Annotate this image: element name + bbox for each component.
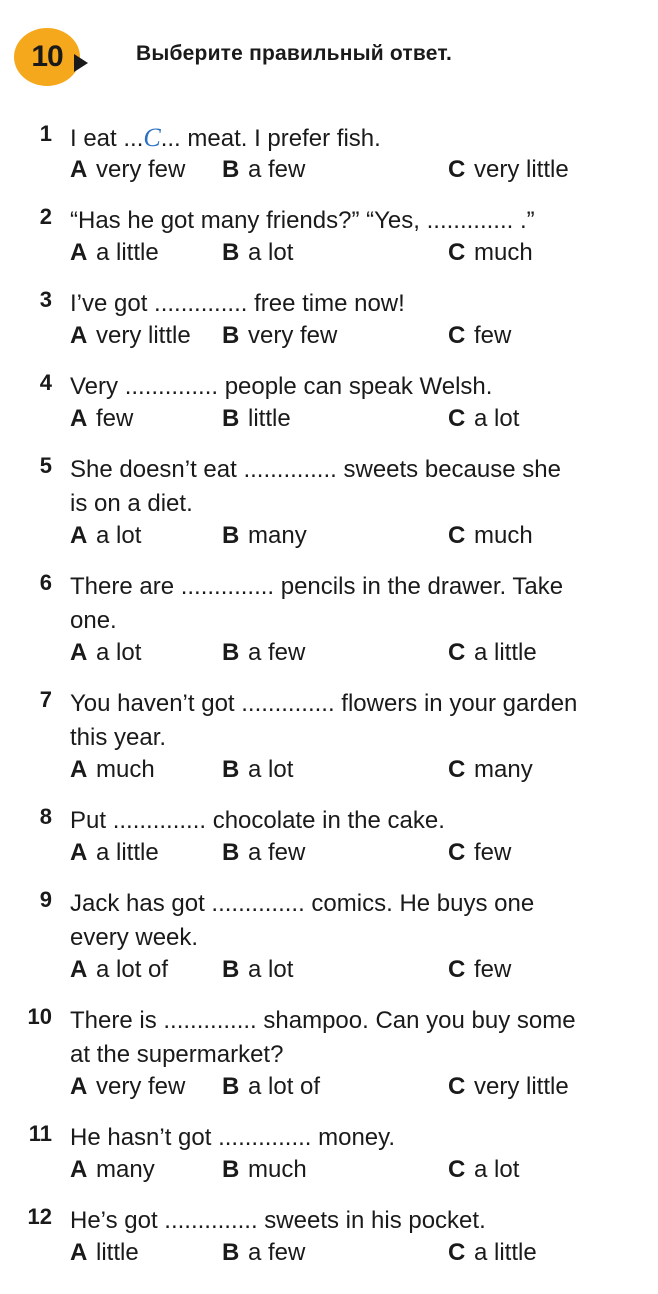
question-number: 12	[27, 1204, 52, 1229]
answer-options	[70, 1156, 655, 1190]
question-number: 10	[27, 1004, 52, 1029]
answer-options	[70, 239, 655, 273]
exercise-instruction: Выберите правильный ответ.	[136, 42, 453, 65]
exercise-header	[14, 28, 654, 88]
question-number: 5	[39, 453, 52, 478]
badge-arrow-icon	[74, 54, 88, 72]
option-c[interactable]: C few	[448, 839, 512, 866]
option-b[interactable]: B a few	[222, 1239, 306, 1266]
option-c[interactable]: C a lot	[448, 405, 520, 432]
option-c[interactable]: C a little	[448, 1239, 537, 1266]
option-b[interactable]: B a lot	[222, 239, 294, 266]
question-number: 2	[39, 204, 52, 229]
question-number: 1	[39, 121, 52, 146]
handwritten-answer: C	[143, 123, 161, 152]
option-a[interactable]: A very little	[70, 322, 191, 349]
option-b[interactable]: B much	[222, 1156, 307, 1183]
option-b[interactable]: B a few	[222, 839, 306, 866]
question-text: He’s got .............. sweets in his pocket.	[70, 1207, 486, 1234]
option-c[interactable]: C much	[448, 522, 533, 549]
option-a[interactable]: A a lot	[70, 639, 142, 666]
answer-options	[70, 322, 655, 356]
question-number: 6	[39, 570, 52, 595]
option-b[interactable]: B a lot	[222, 956, 294, 983]
option-a[interactable]: A few	[70, 405, 134, 432]
option-b[interactable]: B many	[222, 522, 307, 549]
question-text: I’ve got .............. free time now!	[70, 290, 405, 317]
answer-options	[70, 405, 655, 439]
question-number: 4	[39, 370, 52, 395]
question-line-1: You haven’t got .............. flowers in your garden	[70, 690, 578, 717]
question-text	[70, 453, 655, 521]
option-c[interactable]: C many	[448, 756, 533, 783]
question-text: Put .............. chocolate in the cake.	[70, 807, 445, 834]
question-text: “Has he got many friends?” “Yes, ............. .”	[70, 207, 535, 234]
answer-options	[70, 522, 655, 556]
option-a[interactable]: A a lot of	[70, 956, 169, 983]
option-a[interactable]: A little	[70, 1239, 139, 1266]
option-c[interactable]: C few	[448, 322, 512, 349]
option-b[interactable]: B a few	[222, 156, 306, 183]
option-a[interactable]: A much	[70, 756, 155, 783]
option-a[interactable]: A a little	[70, 239, 159, 266]
question-line-2: this year.	[70, 724, 167, 751]
question-text	[70, 687, 655, 755]
question-text	[70, 1004, 655, 1072]
option-c[interactable]: C a little	[448, 639, 537, 666]
option-a[interactable]: A a little	[70, 839, 159, 866]
question-number: 3	[39, 287, 52, 312]
answer-options	[70, 1073, 655, 1107]
option-c[interactable]: C very little	[448, 156, 569, 183]
question-line-1: There is .............. shampoo. Can you buy some	[70, 1007, 576, 1034]
answer-options	[70, 839, 655, 873]
option-c[interactable]: C few	[448, 956, 512, 983]
answer-options	[70, 956, 655, 990]
question-text	[70, 121, 655, 156]
answer-options	[70, 639, 655, 673]
option-b[interactable]: B a lot	[222, 756, 294, 783]
option-b[interactable]: B very few	[222, 322, 338, 349]
option-b[interactable]: B little	[222, 405, 291, 432]
option-b[interactable]: B a few	[222, 639, 306, 666]
answer-options	[70, 756, 655, 790]
question-text-start: I eat ...	[70, 125, 144, 152]
question-line-2: at the supermarket?	[70, 1041, 284, 1068]
question-line-2: one.	[70, 607, 117, 634]
question-number: 8	[39, 804, 52, 829]
question-text: Very .............. people can speak Welsh.	[70, 373, 493, 400]
question-number: 11	[28, 1121, 52, 1146]
question-line-1: Jack has got .............. comics. He buys one	[70, 890, 535, 917]
question-line-2: every week.	[70, 924, 199, 951]
question-number: 7	[39, 687, 52, 712]
option-a[interactable]: A a lot	[70, 522, 142, 549]
option-c[interactable]: C very little	[448, 1073, 569, 1100]
question-text	[70, 570, 655, 638]
question-number: 9	[39, 887, 52, 912]
question-line-1: There are .............. pencils in the drawer. Take	[70, 573, 564, 600]
option-a[interactable]: A many	[70, 1156, 155, 1183]
option-c[interactable]: C a lot	[448, 1156, 520, 1183]
question-text-end: ... meat. I prefer fish.	[160, 125, 381, 152]
option-b[interactable]: B a lot of	[222, 1073, 321, 1100]
answer-options	[70, 1239, 655, 1273]
question-text: He hasn’t got .............. money.	[70, 1124, 396, 1151]
question-line-2: is on a diet.	[70, 490, 193, 517]
question-line-1: She doesn’t eat .............. sweets because she	[70, 456, 561, 483]
option-a[interactable]: A very few	[70, 1073, 186, 1100]
question-text	[70, 887, 655, 955]
option-a[interactable]: A very few	[70, 156, 186, 183]
option-c[interactable]: C much	[448, 239, 533, 266]
exercise-number-badge: 10	[14, 28, 80, 86]
answer-options	[70, 156, 655, 190]
